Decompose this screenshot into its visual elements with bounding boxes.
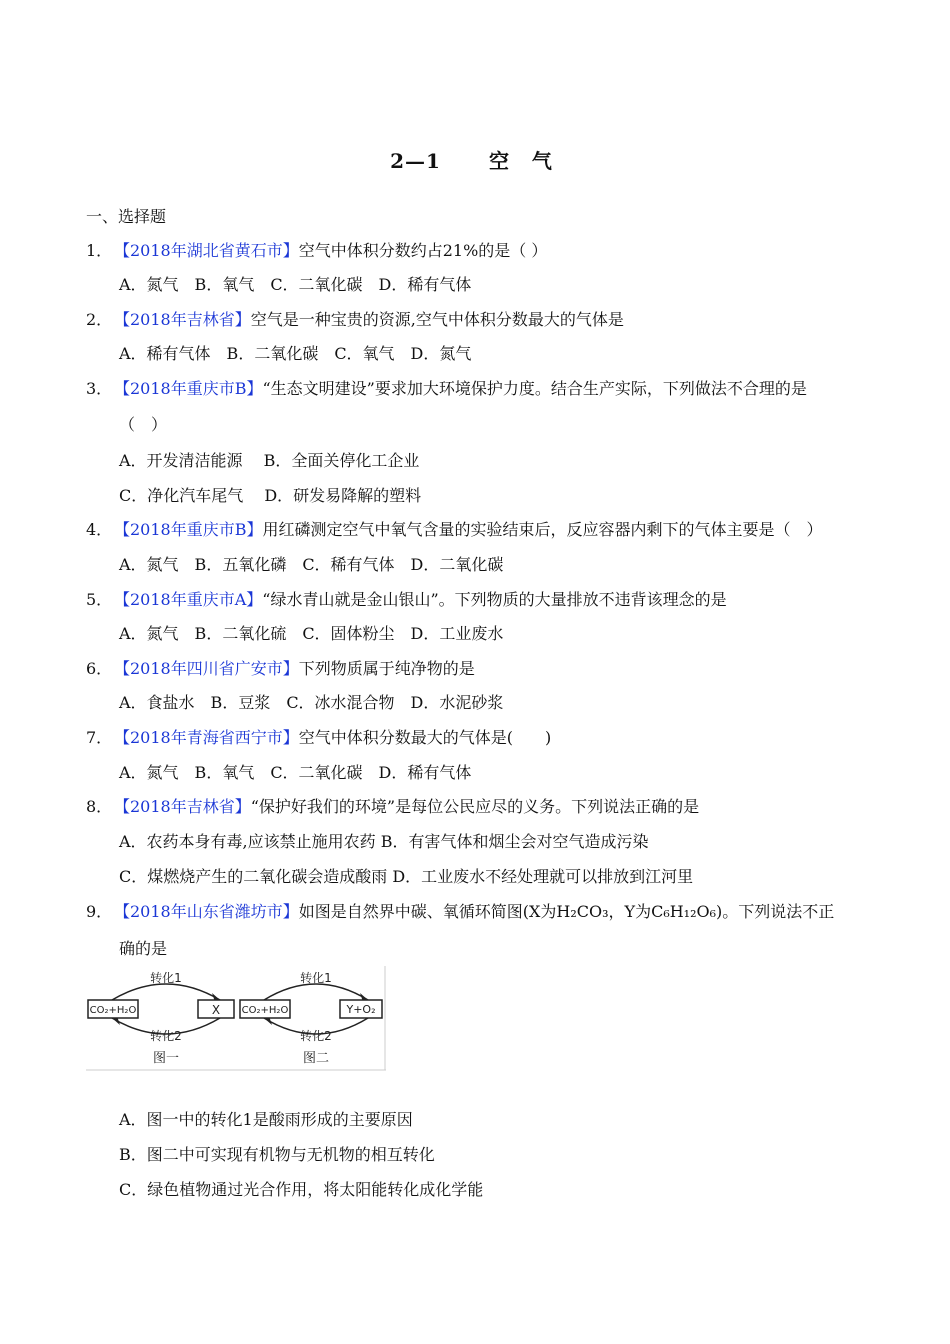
question-7: 7． 【2018年青海省西宁市】空气中体积分数最大的气体是( ) (86, 728, 552, 747)
question-8-options-2: C．煤燃烧产生的二氧化碳会造成酸雨 D．工业废水不经处理就可以排放到江河里 (119, 867, 694, 886)
question-stem: 下列物质属于纯净物的是 (298, 659, 475, 678)
title-number: 2—1 (390, 149, 441, 173)
question-source: 【2018年四川省广安市】 (114, 659, 299, 678)
question-4-options: A．氮气 B．五氧化磷 C．稀有气体 D．二氧化碳 (119, 555, 504, 574)
fig1-left-box-label: CO₂+H₂O (89, 1005, 137, 1016)
fig2-bottom-label: 转化2 (300, 1029, 332, 1043)
question-stem: 如图是自然界中碳、氧循环简图(X为H₂CO₃，Y为C₆H₁₂O₆)。下列说法不正 (298, 902, 835, 921)
question-3-stem-continued: （ ） (119, 415, 168, 434)
question-7-options: A．氮气 B．氧气 C．二氧化碳 D．稀有气体 (119, 763, 472, 782)
question-5: 5． 【2018年重庆市A】“绿水青山就是金山银山”。下列物质的大量排放不违背该理念的是 (86, 590, 727, 609)
question-stem: 空气是一种宝贵的资源,空气中体积分数最大的气体是 (250, 310, 624, 329)
question-9-stem-continued: 确的是 (119, 939, 168, 958)
question-2: 2． 【2018年吉林省】空气是一种宝贵的资源,空气中体积分数最大的气体是 (86, 310, 624, 329)
question-1-options: A．氮气 B．氧气 C．二氧化碳 D．稀有气体 (119, 275, 472, 294)
question-3: 3． 【2018年重庆市B】“生态文明建设”要求加大环境保护力度。结合生产实际，下列做法不合理的是 (86, 379, 807, 398)
figure-two (240, 970, 382, 1066)
question-source: 【2018年吉林省】 (114, 310, 251, 329)
question-source: 【2018年湖北省黄石市】 (114, 241, 299, 260)
fig2-caption: 图二 (302, 1051, 330, 1066)
question-source: 【2018年重庆市B】 (114, 520, 263, 539)
question-3-options-2: C．净化汽车尾气 D．研发易降解的塑料 (119, 486, 422, 505)
fig1-top-label: 转化1 (150, 971, 182, 985)
question-source: 【2018年重庆市B】 (114, 379, 263, 398)
question-stem: 空气中体积分数约占21%的是（ ） (298, 241, 548, 260)
question-9: 9． 【2018年山东省潍坊市】如图是自然界中碳、氧循环简图(X为H₂CO₃，Y为C₆H₁₂O₆)。下列说法不正 (86, 902, 835, 921)
question-stem: “保护好我们的环境”是每位公民应尽的义务。下列说法正确的是 (250, 797, 700, 816)
fig2-right-box-label: Y+O₂ (346, 1003, 376, 1016)
figure-one (88, 970, 234, 1066)
question-4: 4． 【2018年重庆市B】用红磷测定空气中氧气含量的实验结束后，反应容器内剩下的气体主要是（ ） (86, 520, 823, 539)
question-8: 8． 【2018年吉林省】“保护好我们的环境”是每位公民应尽的义务。下列说法正确的是 (86, 797, 700, 816)
question-9-option-c: C．绿色植物通过光合作用，将太阳能转化成化学能 (119, 1180, 484, 1199)
question-source: 【2018年吉林省】 (114, 797, 251, 816)
fig2-top-label: 转化1 (300, 971, 332, 985)
question-source: 【2018年山东省潍坊市】 (114, 902, 299, 921)
question-source: 【2018年重庆市A】 (114, 590, 263, 609)
question-stem: “生态文明建设”要求加大环境保护力度。结合生产实际，下列做法不合理的是 (262, 379, 807, 398)
question-stem: 用红磷测定空气中氧气含量的实验结束后，反应容器内剩下的气体主要是（ ） (262, 520, 823, 539)
question-6: 6． 【2018年四川省广安市】下列物质属于纯净物的是 (86, 659, 475, 678)
question-9-option-b: B．图二中可实现有机物与无机物的相互转化 (119, 1145, 435, 1164)
question-source: 【2018年青海省西宁市】 (114, 728, 299, 747)
fig1-caption: 图一 (152, 1051, 180, 1066)
question-stem: “绿水青山就是金山银山”。下列物质的大量排放不违背该理念的是 (262, 590, 727, 609)
carbon-oxygen-cycle-diagram (86, 966, 386, 1072)
question-1: 1． 【2018年湖北省黄石市】空气中体积分数约占21%的是（ ） (86, 241, 548, 260)
question-8-options-1: A．农药本身有毒,应该禁止施用农药 B．有害气体和烟尘会对空气造成污染 (119, 832, 649, 851)
fig1-right-box-label: X (211, 1003, 221, 1017)
fig1-bottom-label: 转化2 (150, 1029, 182, 1043)
fig2-left-box-label: CO₂+H₂O (241, 1005, 289, 1016)
section-heading: 一、选择题 (86, 207, 167, 226)
title-text: 空 气 (488, 149, 560, 173)
question-5-options: A．氮气 B．二氧化硫 C．固体粉尘 D．工业废水 (119, 624, 504, 643)
question-6-options: A．食盐水 B．豆浆 C．冰水混合物 D．水泥砂浆 (119, 693, 504, 712)
question-9-option-a: A．图一中的转化1是酸雨形成的主要原因 (119, 1110, 413, 1129)
question-2-options: A．稀有气体 B．二氧化碳 C．氧气 D．氮气 (119, 344, 472, 363)
question-stem: 空气中体积分数最大的气体是( ) (298, 728, 552, 747)
page-title (0, 145, 950, 174)
question-3-options-1: A．开发清洁能源 B．全面关停化工企业 (119, 451, 420, 470)
